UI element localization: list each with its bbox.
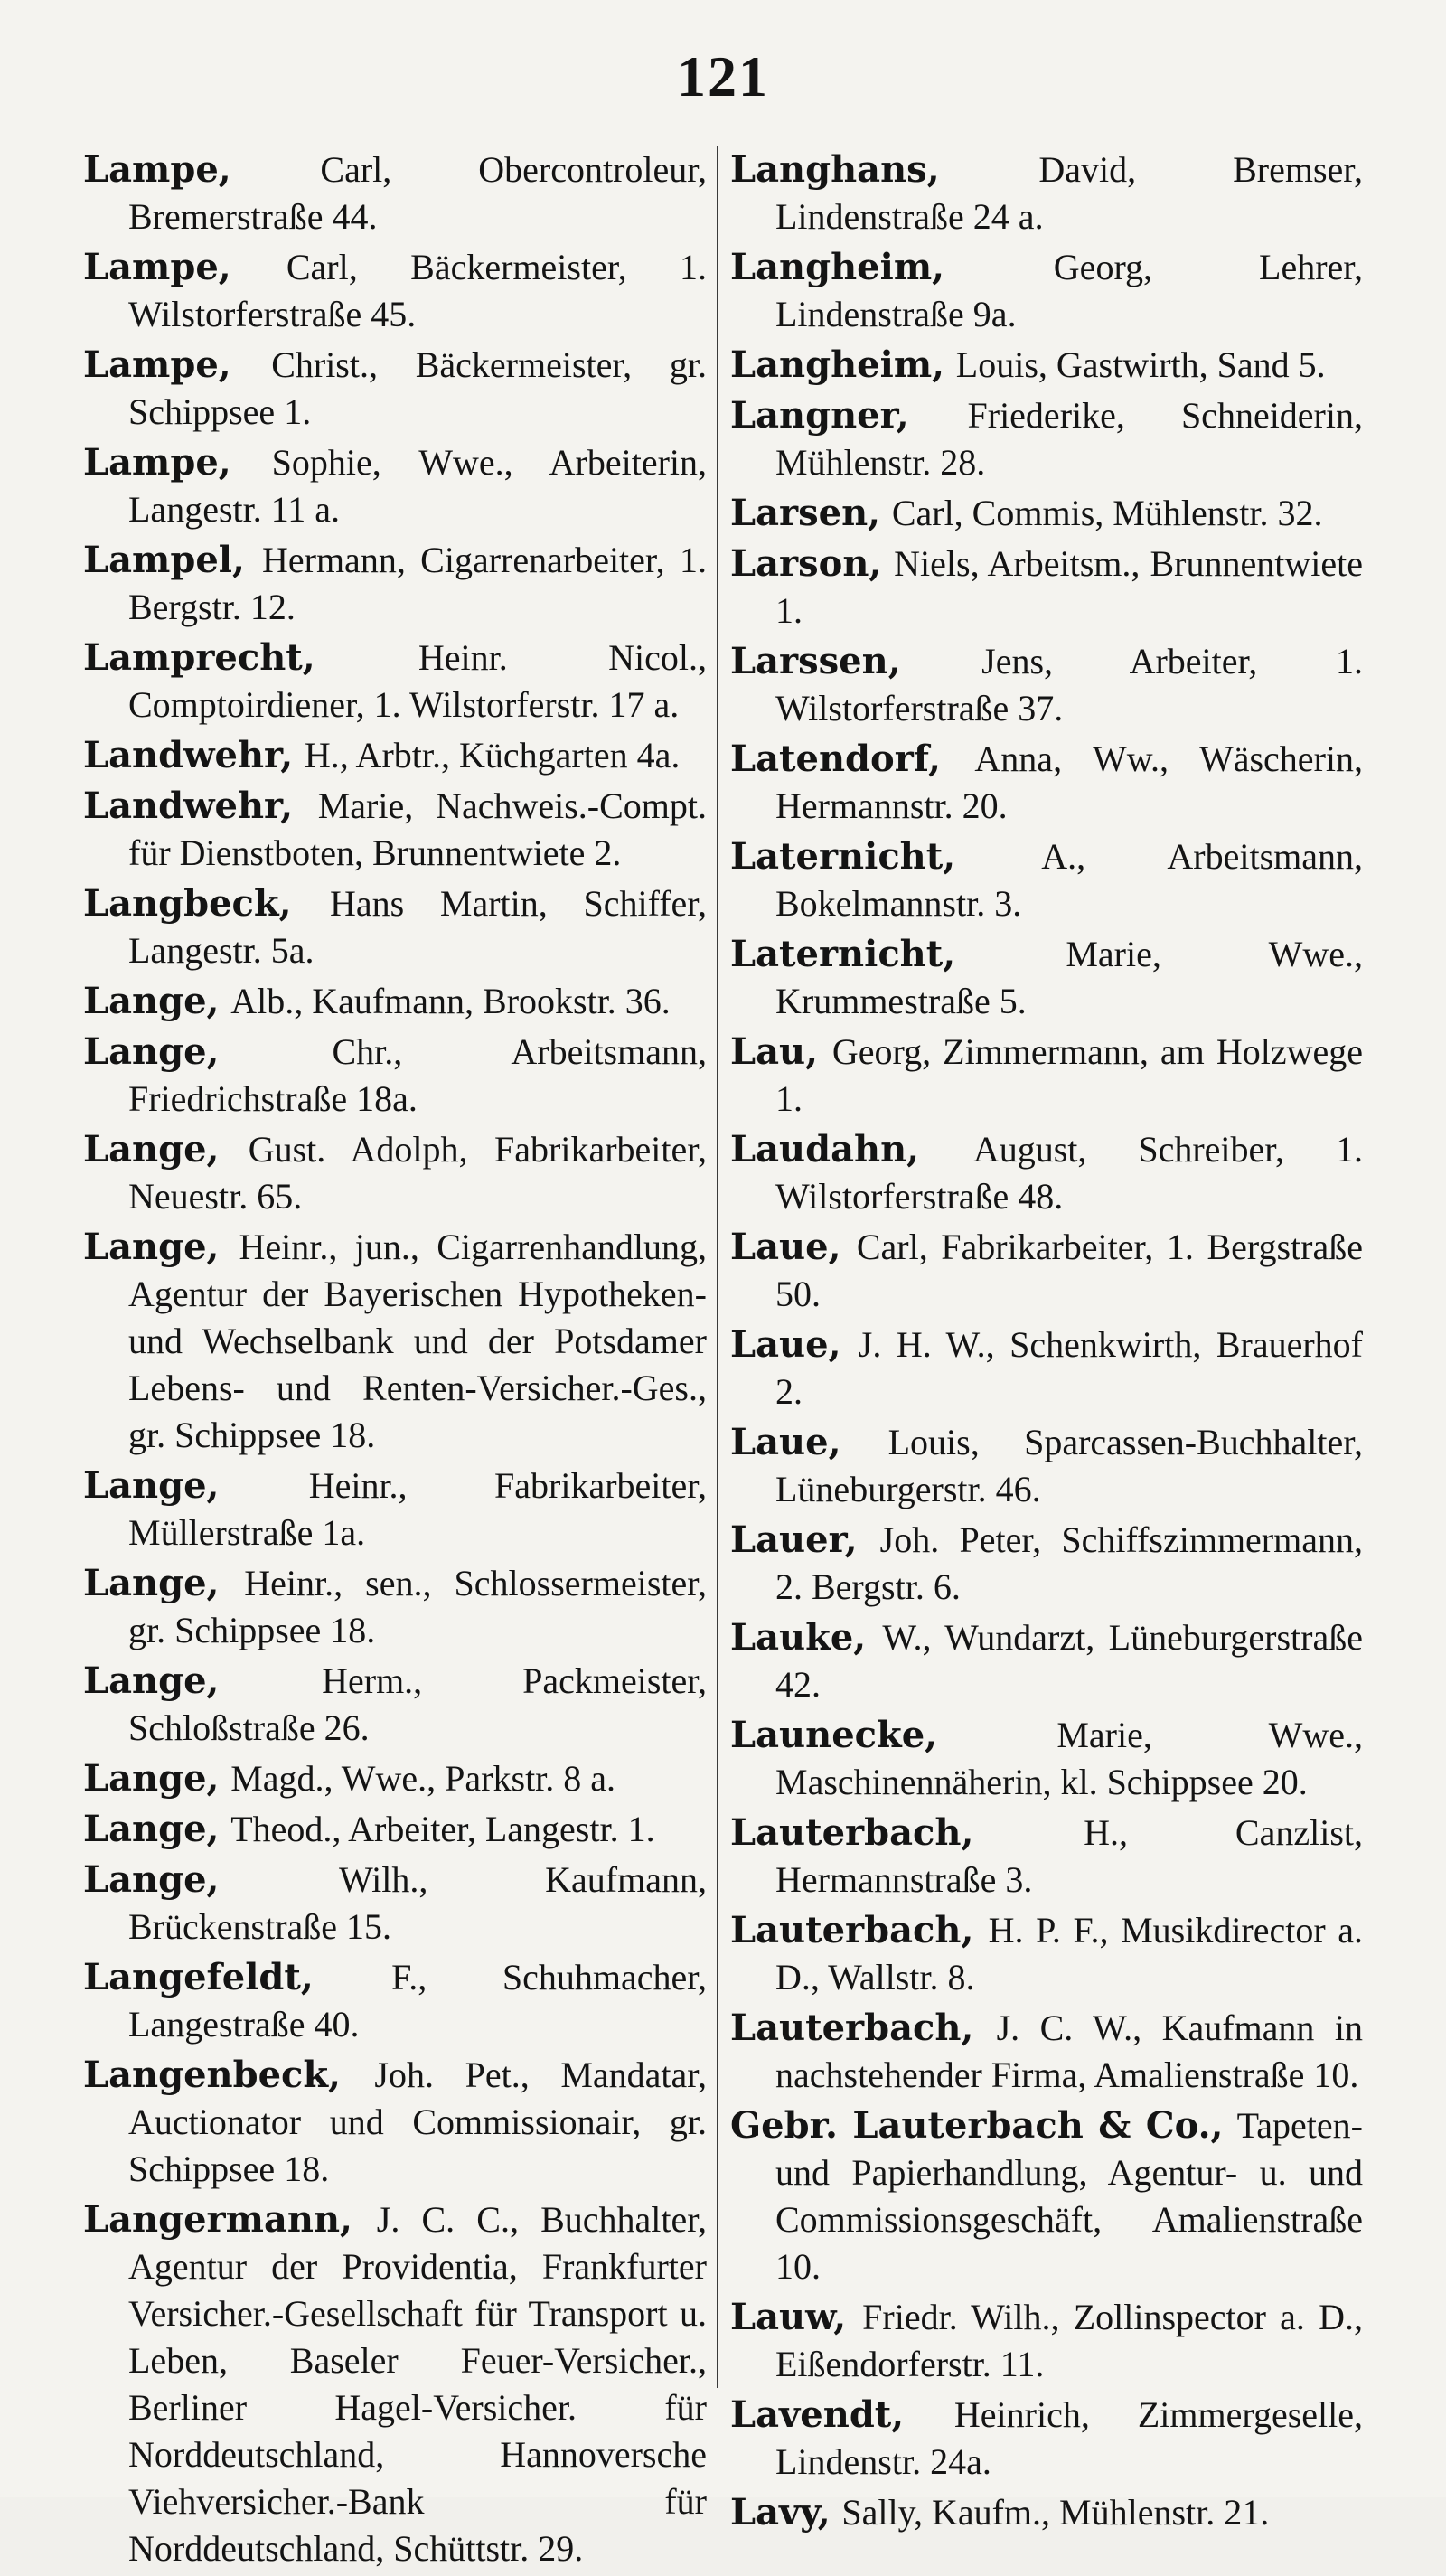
entry-details: Alb., Kaufmann, Brookstr. 36. bbox=[230, 981, 671, 1021]
directory-entry bbox=[83, 1954, 707, 2048]
entry-details: Carl, Commis, Mühlenstr. 32. bbox=[891, 493, 1323, 533]
entry-surname: Lavy, bbox=[730, 2491, 831, 2534]
directory-entry bbox=[730, 2489, 1363, 2536]
directory-entry bbox=[83, 1029, 707, 1123]
entry-surname: Landwehr, bbox=[83, 734, 294, 776]
entry-surname: Landwehr, bbox=[83, 785, 294, 827]
entry-surname: Latendorf, bbox=[730, 738, 942, 780]
directory-entry bbox=[730, 1810, 1363, 1904]
entry-surname: Langenbeck, bbox=[83, 2054, 342, 2096]
directory-entry bbox=[83, 1806, 707, 1853]
entry-details: Heinr., jun., Cigarrenhandlung, Agentur der Bayerischen Hypotheken- und Wechselbank und der Potsdamer Lebens- und Renten-Versicher.-Ges., gr. Schippsee 18. bbox=[128, 1227, 707, 1455]
entry-surname: Laternicht, bbox=[730, 933, 956, 975]
directory-entry bbox=[730, 1126, 1363, 1220]
directory-entry bbox=[730, 2294, 1363, 2388]
entry-details: J. C. C., Buchhalter, Agentur der Providentia, Frankfurter Versicher.-Gesellschaft für Transport u. Leben, Baseler Feuer-Versicher., Berliner Hagel-Versicher. für Norddeutschland, Hannoversche Viehversicher.-Bank für Norddeutschland, Schüttstr. 29. bbox=[128, 2199, 707, 2569]
entry-details: David, Bremser, Lindenstraße 24 a. bbox=[775, 149, 1363, 237]
entry-surname: Lauke, bbox=[730, 1616, 867, 1659]
entry-details: August, Schreiber, 1. Wilstorferstraße 48. bbox=[775, 1129, 1363, 1217]
left-column bbox=[83, 146, 707, 2576]
entry-surname: Lampe, bbox=[83, 246, 231, 288]
directory-entry bbox=[83, 244, 707, 338]
directory-entry bbox=[83, 342, 707, 436]
entry-details: Marie, Nachweis.-Compt. für Dienstboten, Brunnentwiete 2. bbox=[128, 785, 708, 873]
entry-details: Heinr., Fabrikarbeiter, Müllerstraße 1a. bbox=[128, 1465, 708, 1553]
directory-entry bbox=[730, 2102, 1363, 2290]
directory-entry bbox=[83, 783, 707, 877]
entry-details: W., Wundarzt, Lüneburgerstraße 42. bbox=[775, 1617, 1364, 1705]
directory-entry bbox=[730, 1517, 1363, 1611]
entry-surname: Lauer, bbox=[730, 1518, 858, 1561]
entry-details: Magd., Wwe., Parkstr. 8 a. bbox=[230, 1758, 616, 1799]
entry-surname: Lauterbach, bbox=[730, 2007, 974, 2049]
entry-details: Sophie, Wwe., Arbeiterin, Langestr. 11 a. bbox=[128, 442, 707, 530]
directory-entry bbox=[83, 1755, 707, 1802]
entry-surname: Langermann, bbox=[83, 2198, 352, 2241]
entry-surname: Lange, bbox=[83, 1659, 220, 1702]
entry-details: H. P. F., Musikdirector a. D., Wallstr. 8. bbox=[775, 1910, 1363, 1998]
directory-entry bbox=[83, 978, 707, 1025]
entry-details: J. C. W., Kaufmann in nachstehender Firma, Amalienstraße 10. bbox=[775, 2007, 1363, 2095]
entry-surname: Laternicht, bbox=[730, 835, 956, 878]
entry-surname: Lange, bbox=[83, 1858, 220, 1901]
directory-entry bbox=[730, 736, 1363, 830]
entry-details: J. H. W., Schenkwirth, Brauerhof 2. bbox=[775, 1324, 1363, 1412]
entry-surname: Lavendt, bbox=[730, 2393, 905, 2436]
entry-details: Heinrich, Zimmergeselle, Lindenstr. 24a. bbox=[775, 2394, 1363, 2482]
entry-surname: Gebr. Lauterbach & Co., bbox=[730, 2104, 1224, 2147]
entry-surname: Lauterbach, bbox=[730, 1909, 974, 1951]
entry-surname: Laue, bbox=[730, 1421, 841, 1463]
directory-entry bbox=[83, 635, 707, 729]
entry-surname: Lange, bbox=[83, 1128, 220, 1170]
entry-surname: Lange, bbox=[83, 1030, 220, 1073]
entry-surname: Langheim, bbox=[730, 246, 945, 288]
entry-details: H., Arbtr., Küchgarten 4a. bbox=[304, 735, 681, 776]
directory-entry bbox=[83, 1224, 707, 1459]
entry-surname: Larssen, bbox=[730, 640, 901, 682]
directory-entry bbox=[730, 1029, 1363, 1123]
entry-details: Chr., Arbeitsmann, Friedrichstraße 18a. bbox=[128, 1031, 707, 1119]
entry-details: Wilh., Kaufmann, Brückenstraße 15. bbox=[128, 1859, 707, 1947]
directory-entry bbox=[730, 1907, 1363, 2001]
entry-details: Theod., Arbeiter, Langestr. 1. bbox=[230, 1809, 655, 1849]
entry-details: Hans Martin, Schiffer, Langestr. 5a. bbox=[128, 883, 708, 971]
entry-surname: Lampel, bbox=[83, 539, 245, 581]
entry-surname: Langhans, bbox=[730, 148, 940, 191]
entry-surname: Lauterbach, bbox=[730, 1811, 974, 1854]
directory-entry bbox=[730, 2392, 1363, 2486]
entry-details: Georg, Lehrer, Lindenstraße 9a. bbox=[775, 247, 1364, 334]
directory-entry bbox=[83, 146, 707, 240]
entry-surname: Lau, bbox=[730, 1030, 819, 1073]
entry-details: Gust. Adolph, Fabrikarbeiter, Neuestr. 65. bbox=[128, 1129, 707, 1217]
entry-surname: Lamprecht, bbox=[83, 636, 315, 679]
entry-details: A., Arbeitsmann, Bokelmannstr. 3. bbox=[775, 836, 1363, 924]
entry-surname: Lampe, bbox=[83, 148, 231, 191]
entry-details: Carl, Obercontroleur, Bremerstraße 44. bbox=[128, 149, 707, 237]
directory-entry bbox=[730, 1224, 1363, 1318]
entry-details: Friederike, Schneiderin, Mühlenstr. 28. bbox=[775, 395, 1363, 483]
directory-entry bbox=[83, 1462, 707, 1556]
entry-surname: Lampe, bbox=[83, 441, 231, 484]
entry-surname: Lange, bbox=[83, 1757, 220, 1800]
entry-details: Niels, Arbeitsm., Brunnentwiete 1. bbox=[775, 543, 1363, 631]
directory-entry bbox=[730, 146, 1363, 240]
directory-entry bbox=[730, 2005, 1363, 2099]
entry-surname: Lampe, bbox=[83, 343, 231, 386]
directory-entry bbox=[83, 439, 707, 533]
entry-details: H., Canzlist, Hermannstraße 3. bbox=[775, 1812, 1364, 1900]
entry-surname: Larsen, bbox=[730, 492, 881, 534]
directory-entry bbox=[83, 880, 707, 974]
directory-entry bbox=[730, 1419, 1363, 1513]
directory-entry bbox=[730, 833, 1363, 927]
directory-entry bbox=[83, 1857, 707, 1951]
entry-details: Carl, Bäckermeister, 1. Wilstorferstraße 45. bbox=[128, 247, 708, 334]
entry-details: Christ., Bäckermeister, gr. Schippsee 1. bbox=[128, 344, 707, 432]
entry-surname: Laue, bbox=[730, 1323, 841, 1366]
entry-details: Jens, Arbeiter, 1. Wilstorferstraße 37. bbox=[775, 641, 1364, 729]
directory-entry bbox=[730, 1614, 1363, 1708]
entry-details: Louis, Sparcassen-Buchhalter, Lüneburgerstr. 46. bbox=[775, 1422, 1363, 1509]
directory-entry bbox=[83, 2196, 707, 2572]
entry-details: F., Schuhmacher, Langestraße 40. bbox=[128, 1957, 707, 2045]
directory-entry bbox=[730, 244, 1363, 338]
entry-details: Sally, Kaufm., Mühlenstr. 21. bbox=[841, 2492, 1270, 2533]
entry-surname: Launecke, bbox=[730, 1714, 938, 1756]
directory-entry bbox=[730, 931, 1363, 1025]
entry-details: Hermann, Cigarrenarbeiter, 1. Bergstr. 12. bbox=[128, 540, 707, 627]
directory-entry bbox=[83, 1658, 707, 1752]
entry-details: Marie, Wwe., Maschinennäherin, kl. Schippsee 20. bbox=[775, 1715, 1363, 1802]
directory-entry bbox=[730, 1321, 1363, 1415]
entry-surname: Lange, bbox=[83, 1562, 220, 1604]
entry-details: Louis, Gastwirth, Sand 5. bbox=[955, 344, 1326, 385]
entry-surname: Laudahn, bbox=[730, 1128, 920, 1170]
entry-details: Carl, Fabrikarbeiter, 1. Bergstraße 50. bbox=[775, 1227, 1363, 1314]
entry-details: Joh. Peter, Schiffszimmermann, 2. Bergstr. 6. bbox=[775, 1519, 1363, 1607]
directory-entry bbox=[83, 732, 707, 779]
entry-surname: Larson, bbox=[730, 542, 882, 585]
entry-surname: Lange, bbox=[83, 1226, 220, 1268]
entry-details: Tapeten- und Papierhandlung, Agentur- u. und Commissionsgeschäft, Amalienstraße 10. bbox=[775, 2105, 1363, 2287]
entry-surname: Lange, bbox=[83, 1808, 220, 1850]
entry-surname: Lange, bbox=[83, 980, 220, 1022]
right-column bbox=[730, 146, 1363, 2540]
directory-entry bbox=[83, 537, 707, 631]
entry-surname: Langheim, bbox=[730, 343, 945, 386]
entry-surname: Langner, bbox=[730, 394, 909, 437]
entry-details: Joh. Pet., Mandatar, Auctionator und Commissionair, gr. Schippsee 18. bbox=[128, 2054, 708, 2189]
entry-details: Georg, Zimmermann, am Holzwege 1. bbox=[775, 1031, 1363, 1119]
entry-details: Heinr., sen., Schlossermeister, gr. Schippsee 18. bbox=[128, 1563, 708, 1650]
entry-surname: Lange, bbox=[83, 1464, 220, 1507]
page-number: 121 bbox=[677, 44, 769, 108]
entry-surname: Langbeck, bbox=[83, 882, 292, 925]
column-divider bbox=[717, 146, 718, 2388]
directory-entry bbox=[83, 1560, 707, 1654]
directory-entry bbox=[730, 541, 1363, 635]
directory-entry bbox=[730, 490, 1363, 537]
entry-details: Marie, Wwe., Krummestraße 5. bbox=[775, 934, 1363, 1021]
directory-entry bbox=[730, 1712, 1363, 1806]
entry-details: Friedr. Wilh., Zollinspector a. D., Eißendorferstr. 11. bbox=[775, 2297, 1364, 2384]
directory-entry bbox=[83, 2052, 707, 2193]
directory-entry bbox=[83, 1126, 707, 1220]
directory-entry bbox=[730, 638, 1363, 732]
entry-surname: Laue, bbox=[730, 1226, 841, 1268]
entry-surname: Langefeldt, bbox=[83, 1956, 314, 1998]
entry-details: Anna, Ww., Wäscherin, Hermannstr. 20. bbox=[775, 738, 1363, 826]
directory-entry bbox=[730, 392, 1363, 486]
directory-entry bbox=[730, 342, 1363, 389]
entry-details: Heinr. Nicol., Comptoirdiener, 1. Wilstorferstr. 17 a. bbox=[128, 637, 707, 725]
entry-details: Herm., Packmeister, Schloßstraße 26. bbox=[128, 1660, 707, 1748]
entry-surname: Lauw, bbox=[730, 2296, 847, 2338]
